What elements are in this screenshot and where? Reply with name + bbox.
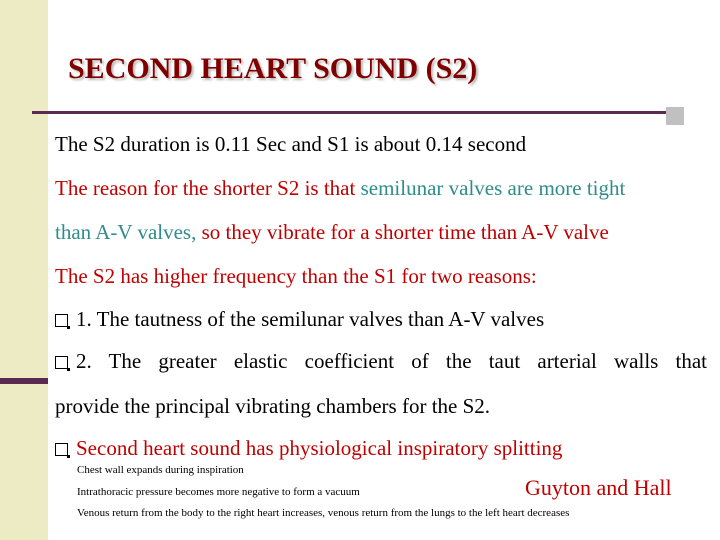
source-credit: Guyton and Hall: [525, 475, 672, 500]
title-divider-end-block: [666, 107, 684, 125]
slide-title: SECOND HEART SOUND (S2): [68, 52, 478, 85]
semilunar-highlight: semilunar valves are more tight: [360, 176, 626, 200]
text-line-duration: The S2 duration is 0.11 Sec and S1 is about 0.14 second: [55, 132, 527, 156]
reason-cont-text: so they vibrate for a shorter time than A-V valve: [196, 220, 609, 244]
left-band-marker: [0, 378, 48, 384]
bullet-splitting-text: Second heart sound has physiological inspiratory splitting: [76, 436, 563, 460]
text-line-reason-cont: [55, 220, 609, 245]
bullet-elastic: [55, 349, 707, 374]
bullet-tautness: [55, 307, 544, 332]
note-intrathoracic: Intrathoracic pressure becomes more negative to form a vacuum: [77, 486, 360, 498]
reason-text: The reason for the shorter S2 is that: [55, 176, 361, 200]
title-divider: [32, 111, 684, 114]
left-decor-band: [0, 0, 48, 540]
bullet-tautness-text: 1. The tautness of the semilunar valves than A-V valves: [76, 307, 545, 331]
text-line-provide: provide the principal vibrating chambers for the S2.: [55, 394, 491, 418]
text-line-reason: [55, 176, 625, 201]
note-venous-return: Venous return from the body to the right heart increases, venous return from the lungs to the left heart decreases: [77, 507, 570, 519]
text-line-frequency: The S2 has higher frequency than the S1 for two reasons:: [55, 264, 537, 288]
note-chest-wall: Chest wall expands during inspiration: [77, 464, 244, 476]
av-valves-highlight: than A-V valves,: [55, 220, 197, 244]
checkbox-bullet-icon: [55, 356, 68, 369]
bullet-splitting: [55, 436, 562, 461]
bullet-elastic-text: 2. The greater elastic coefficient of the taut arterial walls that: [76, 349, 707, 373]
checkbox-bullet-icon: [55, 314, 68, 327]
checkbox-bullet-icon: [55, 443, 68, 456]
